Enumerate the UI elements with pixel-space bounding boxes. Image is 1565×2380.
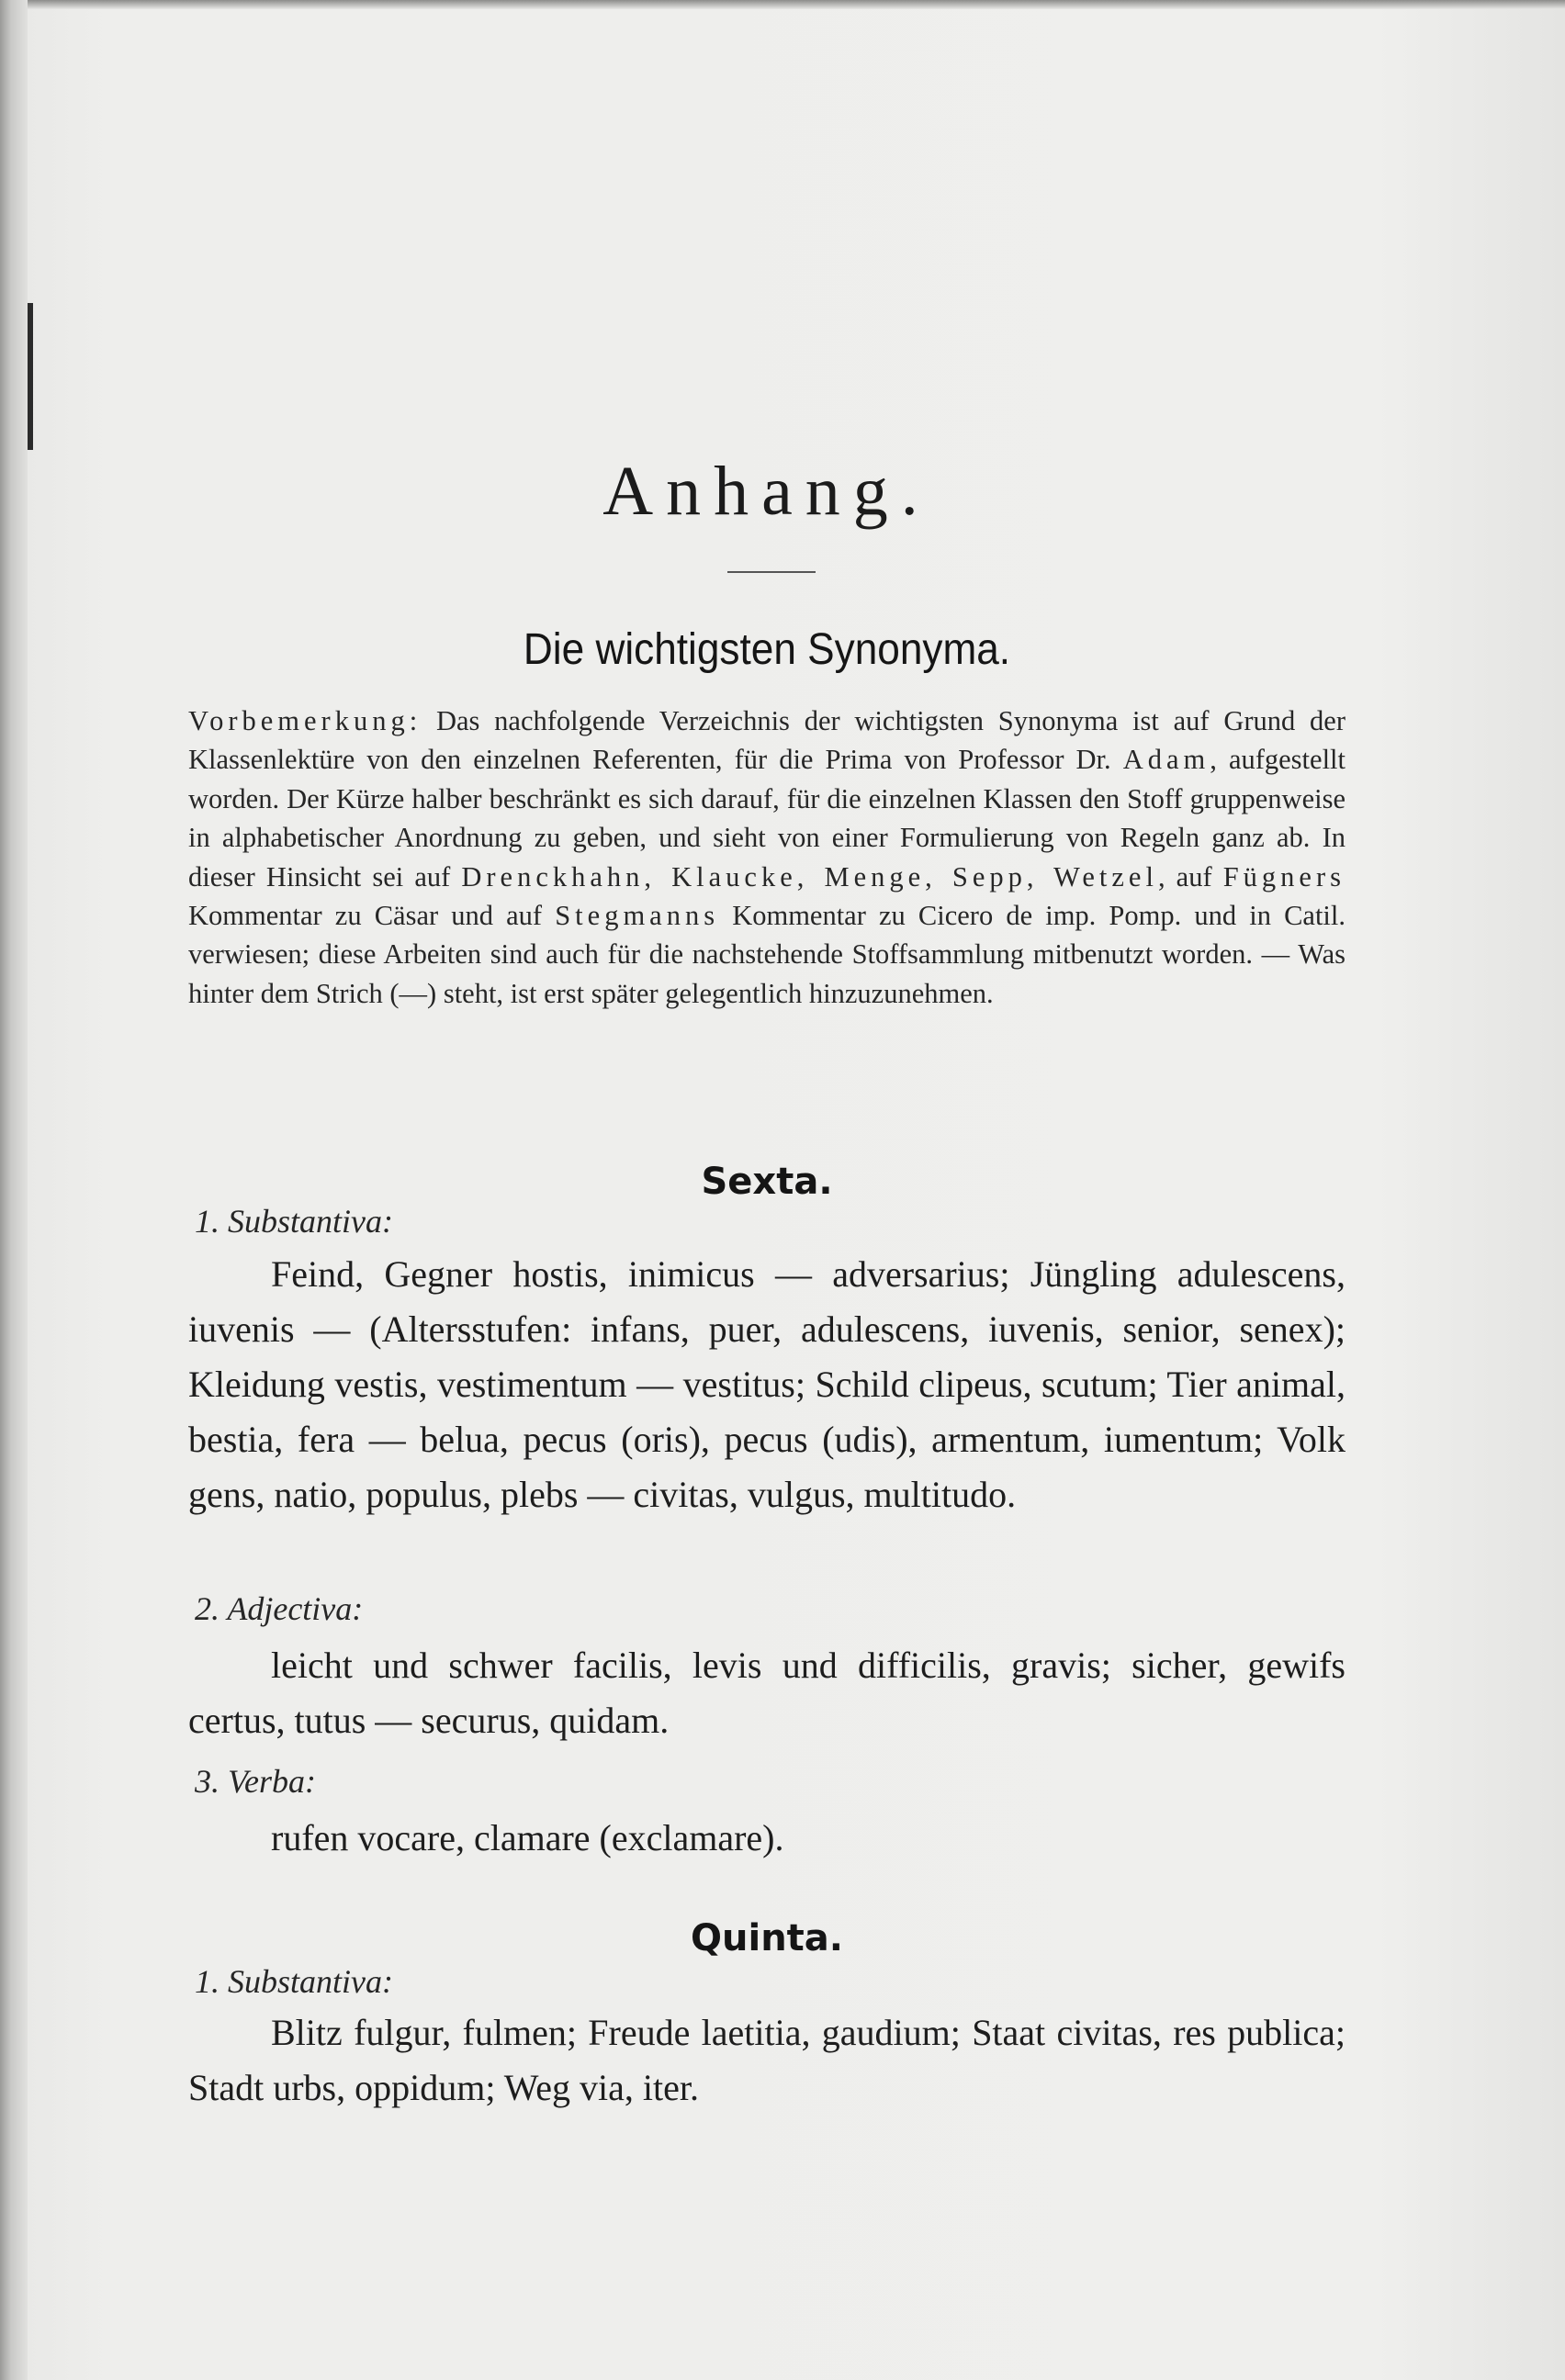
preface-label: Vorbemerkung:: [188, 705, 422, 736]
sexta-verba-heading: 3. Verba:: [195, 1763, 316, 1800]
preface-text-4: Kommentar zu Cäsar und auf: [188, 900, 556, 932]
page-top-edge: [0, 0, 1565, 9]
section-title-sexta: Sexta.: [701, 1161, 833, 1203]
preface-paragraph: [188, 702, 1345, 1013]
sexta-adjectiva-heading: 2. Adjectiva:: [195, 1590, 364, 1627]
binding-mark: [28, 303, 33, 450]
preface-text-1: Das nachfolgende Verzeichnis der wichtigsten Synonyma ist auf Grund der Klassenlektüre von den einzelnen Referenten, für die Prima von Professor Dr.: [188, 705, 1345, 776]
preface-text-3: , auf: [1157, 860, 1223, 892]
title-rule: [727, 571, 816, 573]
preface-text-2: , aufgestellt worden. Der Kürze halber beschränkt es sich darauf, für die einzelnen Klassen den Stoff gruppenweise in alphabetischer Anordnung zu geben, und sieht von einer Formulierung von Regeln ganz ab. In dieser Hinsicht sei auf: [188, 744, 1345, 892]
sexta-verba-text: rufen vocare, clamare (exclamare).: [271, 1817, 784, 1858]
page-title: Anhang.: [602, 453, 931, 530]
author-names-list: Drenckhahn, Klaucke, Menge, Sepp, Wetzel: [461, 860, 1158, 892]
author-name-adam: Adam: [1122, 744, 1210, 776]
page-subtitle: Die wichtigsten Synonyma.: [523, 625, 1011, 674]
sexta-substantiva-heading: 1. Substantiva:: [195, 1203, 393, 1240]
section-title-quinta: Quinta.: [691, 1917, 843, 1959]
author-name-fuegner: Fügners: [1222, 860, 1345, 892]
preface-text-5: Kommentar zu Cicero de imp. Pomp. und in Catil. verwiesen; diese Arbeiten sind auch für die nachstehende Stoffsammlung mitbenutzt worden. — Was hinter dem Strich (—) steht, ist erst später gelegentlich hinzuzunehmen.: [188, 900, 1346, 1009]
sexta-substantiva-text: Feind, Gegner hostis, inimicus — adversarius; Jüngling adulescens, iuvenis — (Altersstufen: infans, puer, adulescens, iuvenis, senior, senex); Kleidung vestis, vestimentum — vestitus; Schild clipeus, scutum; Tier animal, bestia, fera — belua, pecus (oris), pecus (udis), armentum, iumentum; Volk gens, natio, populus, plebs — civitas, vulgus, multitudo.: [188, 1253, 1345, 1515]
quinta-substantiva-heading: 1. Substantiva:: [195, 1963, 393, 2000]
book-spine-shadow: [0, 0, 28, 2380]
sexta-adjectiva-text: leicht und schwer facilis, levis und difficilis, gravis; sicher, gewifs certus, tutus — securus, quidam.: [188, 1645, 1345, 1741]
quinta-substantiva-text: Blitz fulgur, fulmen; Freude laetitia, gaudium; Staat civitas, res publica; Stadt urbs, oppidum; Weg via, iter.: [188, 2012, 1345, 2108]
author-name-stegmann: Stegmanns: [555, 900, 720, 932]
